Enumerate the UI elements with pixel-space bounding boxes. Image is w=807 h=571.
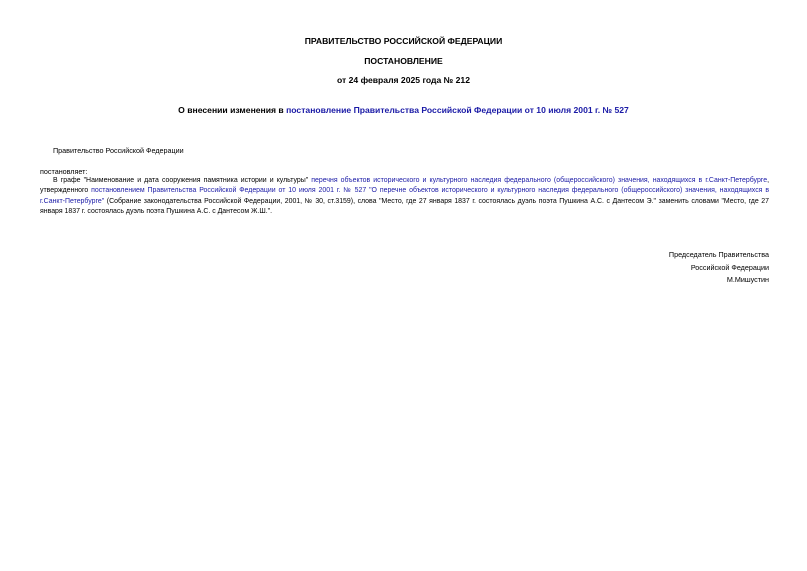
document-title [0, 105, 807, 116]
title-link-resolution-527[interactable]: постановление Правительства Российской Федерации от 10 июля 2001 г. № 527 [286, 105, 629, 115]
body-link-heritage-list[interactable]: перечня объектов исторического и культурного наследия федерального (общероссийского) значения, находящихся в г.Санкт-Петербурге [311, 177, 768, 184]
signature-name: М.Мишустин [726, 275, 769, 284]
body-text-part-3: (Собрание законодательства Российской Федерации, 2001, № 30, ст.3159), слова "Место, где 27 января 1837 г. состоялась дуэль поэта Пушкина А.С. с Дантесом Э." заменить словами "Место, где 27 января 1837 г. состоялась дуэль поэта Пушкина А.С. с Дантесом Ж.Ш.". [40, 197, 769, 215]
signature-title-line-2: Российской Федерации [690, 262, 769, 272]
body-text-part-1: В графе "Наименование и дата сооружения памятника истории и культуры" [53, 177, 312, 184]
title-prefix: О внесении изменения в [178, 105, 287, 115]
signature-title-line-1: Председатель Правительства [668, 250, 769, 259]
document-type: ПОСТАНОВЛЕНИЕ [364, 56, 443, 66]
government-header: ПРАВИТЕЛЬСТВО РОССИЙСКОЙ ФЕДЕРАЦИИ [304, 36, 503, 46]
body-paragraph [40, 176, 769, 217]
signature-block [669, 249, 769, 287]
preamble-decides: постановляет: [40, 167, 88, 176]
document-date-number: от 24 февраля 2025 года № 212 [337, 75, 470, 85]
body-text-part-2: , утвержденного [40, 177, 769, 195]
body-link-resolution-527[interactable]: постановлением Правительства Российской Федерации от 10 июля 2001 г. № 527 "О перечне объектов исторического и культурного наследия федерального (общероссийского) значения, находящихся в г.Санкт-Петербурге" [40, 187, 770, 205]
preamble-government: Правительство Российской Федерации [53, 146, 184, 155]
